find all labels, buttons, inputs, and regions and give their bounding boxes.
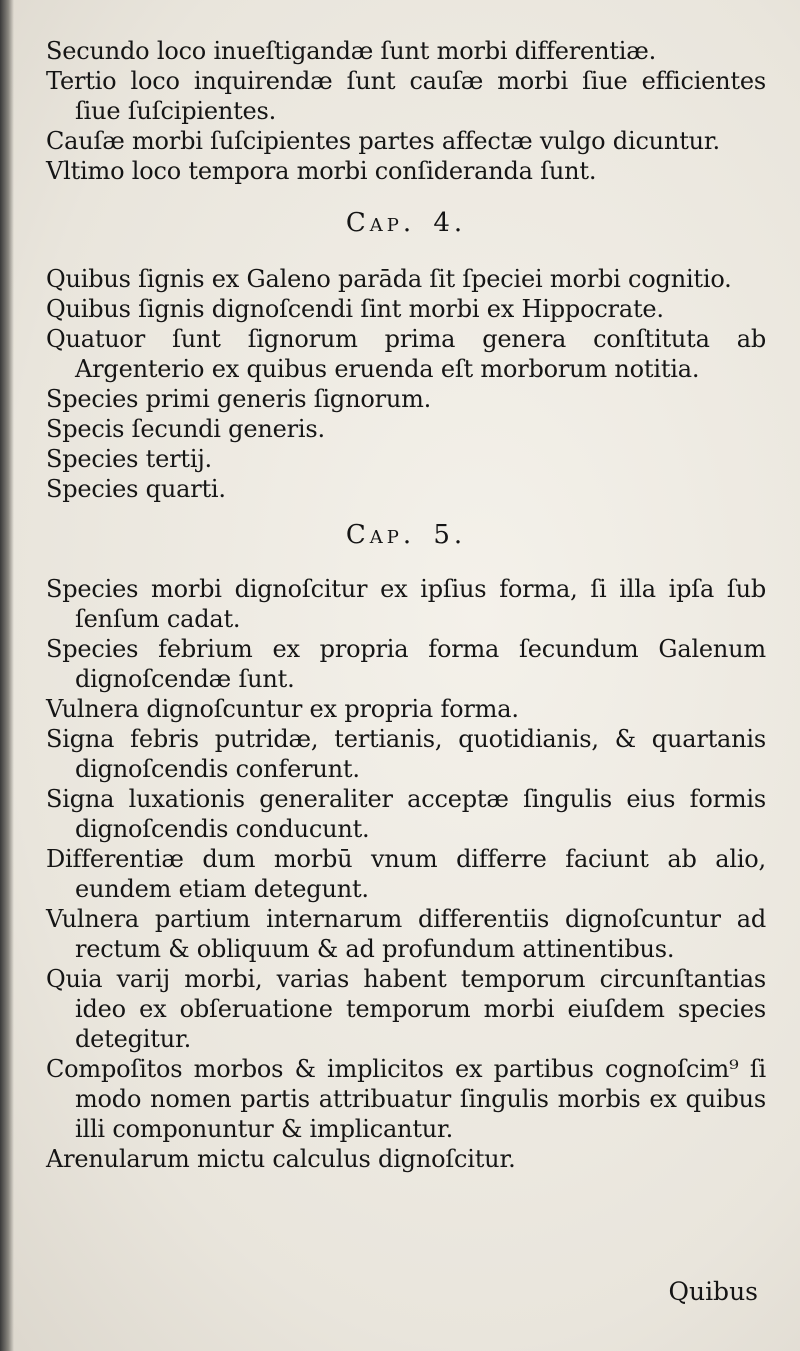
margin-note: Quatuor ſunt ſignorum prima genera conſtituta ab Argenterio ex quibus eruenda eſt morborum notitia. — [46, 325, 766, 383]
margin-note: Species febrium ex propria forma ſecundum Galenum dignoſcendæ ſunt. — [46, 635, 766, 693]
margin-note: Species morbi dignoſcitur ex ipſius forma, ſi illa ipſa ſub ſenſum cadat. — [46, 575, 766, 633]
chapter-number: 4. — [433, 208, 467, 238]
page-text-block — [46, 36, 766, 1174]
margin-note: Species tertij. — [46, 445, 212, 473]
margin-note: Quia varij morbi, varias habent temporum circunſtantias ideo ex obſeruatione temporum morbi eiuſdem species detegitur. — [46, 965, 766, 1053]
margin-note: Arenularum mictu calculus dignoſcitur. — [46, 1145, 516, 1173]
margin-note: Vltimo loco tempora morbi conſideranda ſunt. — [46, 157, 597, 185]
margin-note: Cauſæ morbi ſuſcipientes partes affectæ vulgo dicuntur. — [46, 127, 720, 155]
margin-note: Compoſitos morbos & implicitos ex partibus cognoſcim⁹ ſi modo nomen partis attribuatur ſingulis morbis ex quibus illi componuntur & implicantur. — [46, 1055, 766, 1143]
catchword: Quibus — [668, 1277, 758, 1306]
chapter-number: 5. — [433, 520, 467, 550]
margin-note: Vulnera dignoſcuntur ex propria forma. — [46, 695, 519, 723]
margin-note: Signa febris putridæ, tertianis, quotidianis, & quartanis dignoſcendis conferunt. — [46, 725, 766, 783]
margin-note: Species quarti. — [46, 475, 226, 503]
chapter-heading-4 — [46, 206, 766, 240]
margin-note: Vulnera partium internarum differentiis dignoſcuntur ad rectum & obliquum & ad profundum attinentibus. — [46, 905, 766, 963]
page-gutter-shadow — [0, 0, 14, 1351]
margin-note: Species primi generis ſignorum. — [46, 385, 432, 413]
margin-note: Specis ſecundi generis. — [46, 415, 325, 443]
margin-note: Tertio loco inquirendæ ſunt cauſæ morbi ſiue efficientes ſiue ſuſcipientes. — [46, 67, 766, 125]
chapter-label: Cap. — [345, 208, 416, 238]
margin-note: Signa luxationis generaliter acceptæ ſingulis eius formis dignoſcendis conducunt. — [46, 785, 766, 843]
margin-note: Differentiæ dum morbū vnum differre faciunt ab alio, eundem etiam detegunt. — [46, 845, 766, 903]
margin-note: Quibus ſignis dignoſcendi ſint morbi ex Hippocrate. — [46, 295, 664, 323]
chapter-label: Cap. — [345, 520, 416, 550]
chapter-heading-5 — [46, 518, 766, 552]
margin-note: Secundo loco inueſtigandæ ſunt morbi differentiæ. — [46, 37, 657, 65]
margin-note: Quibus ſignis ex Galeno parāda ſit ſpeciei morbi cognitio. — [46, 265, 732, 293]
